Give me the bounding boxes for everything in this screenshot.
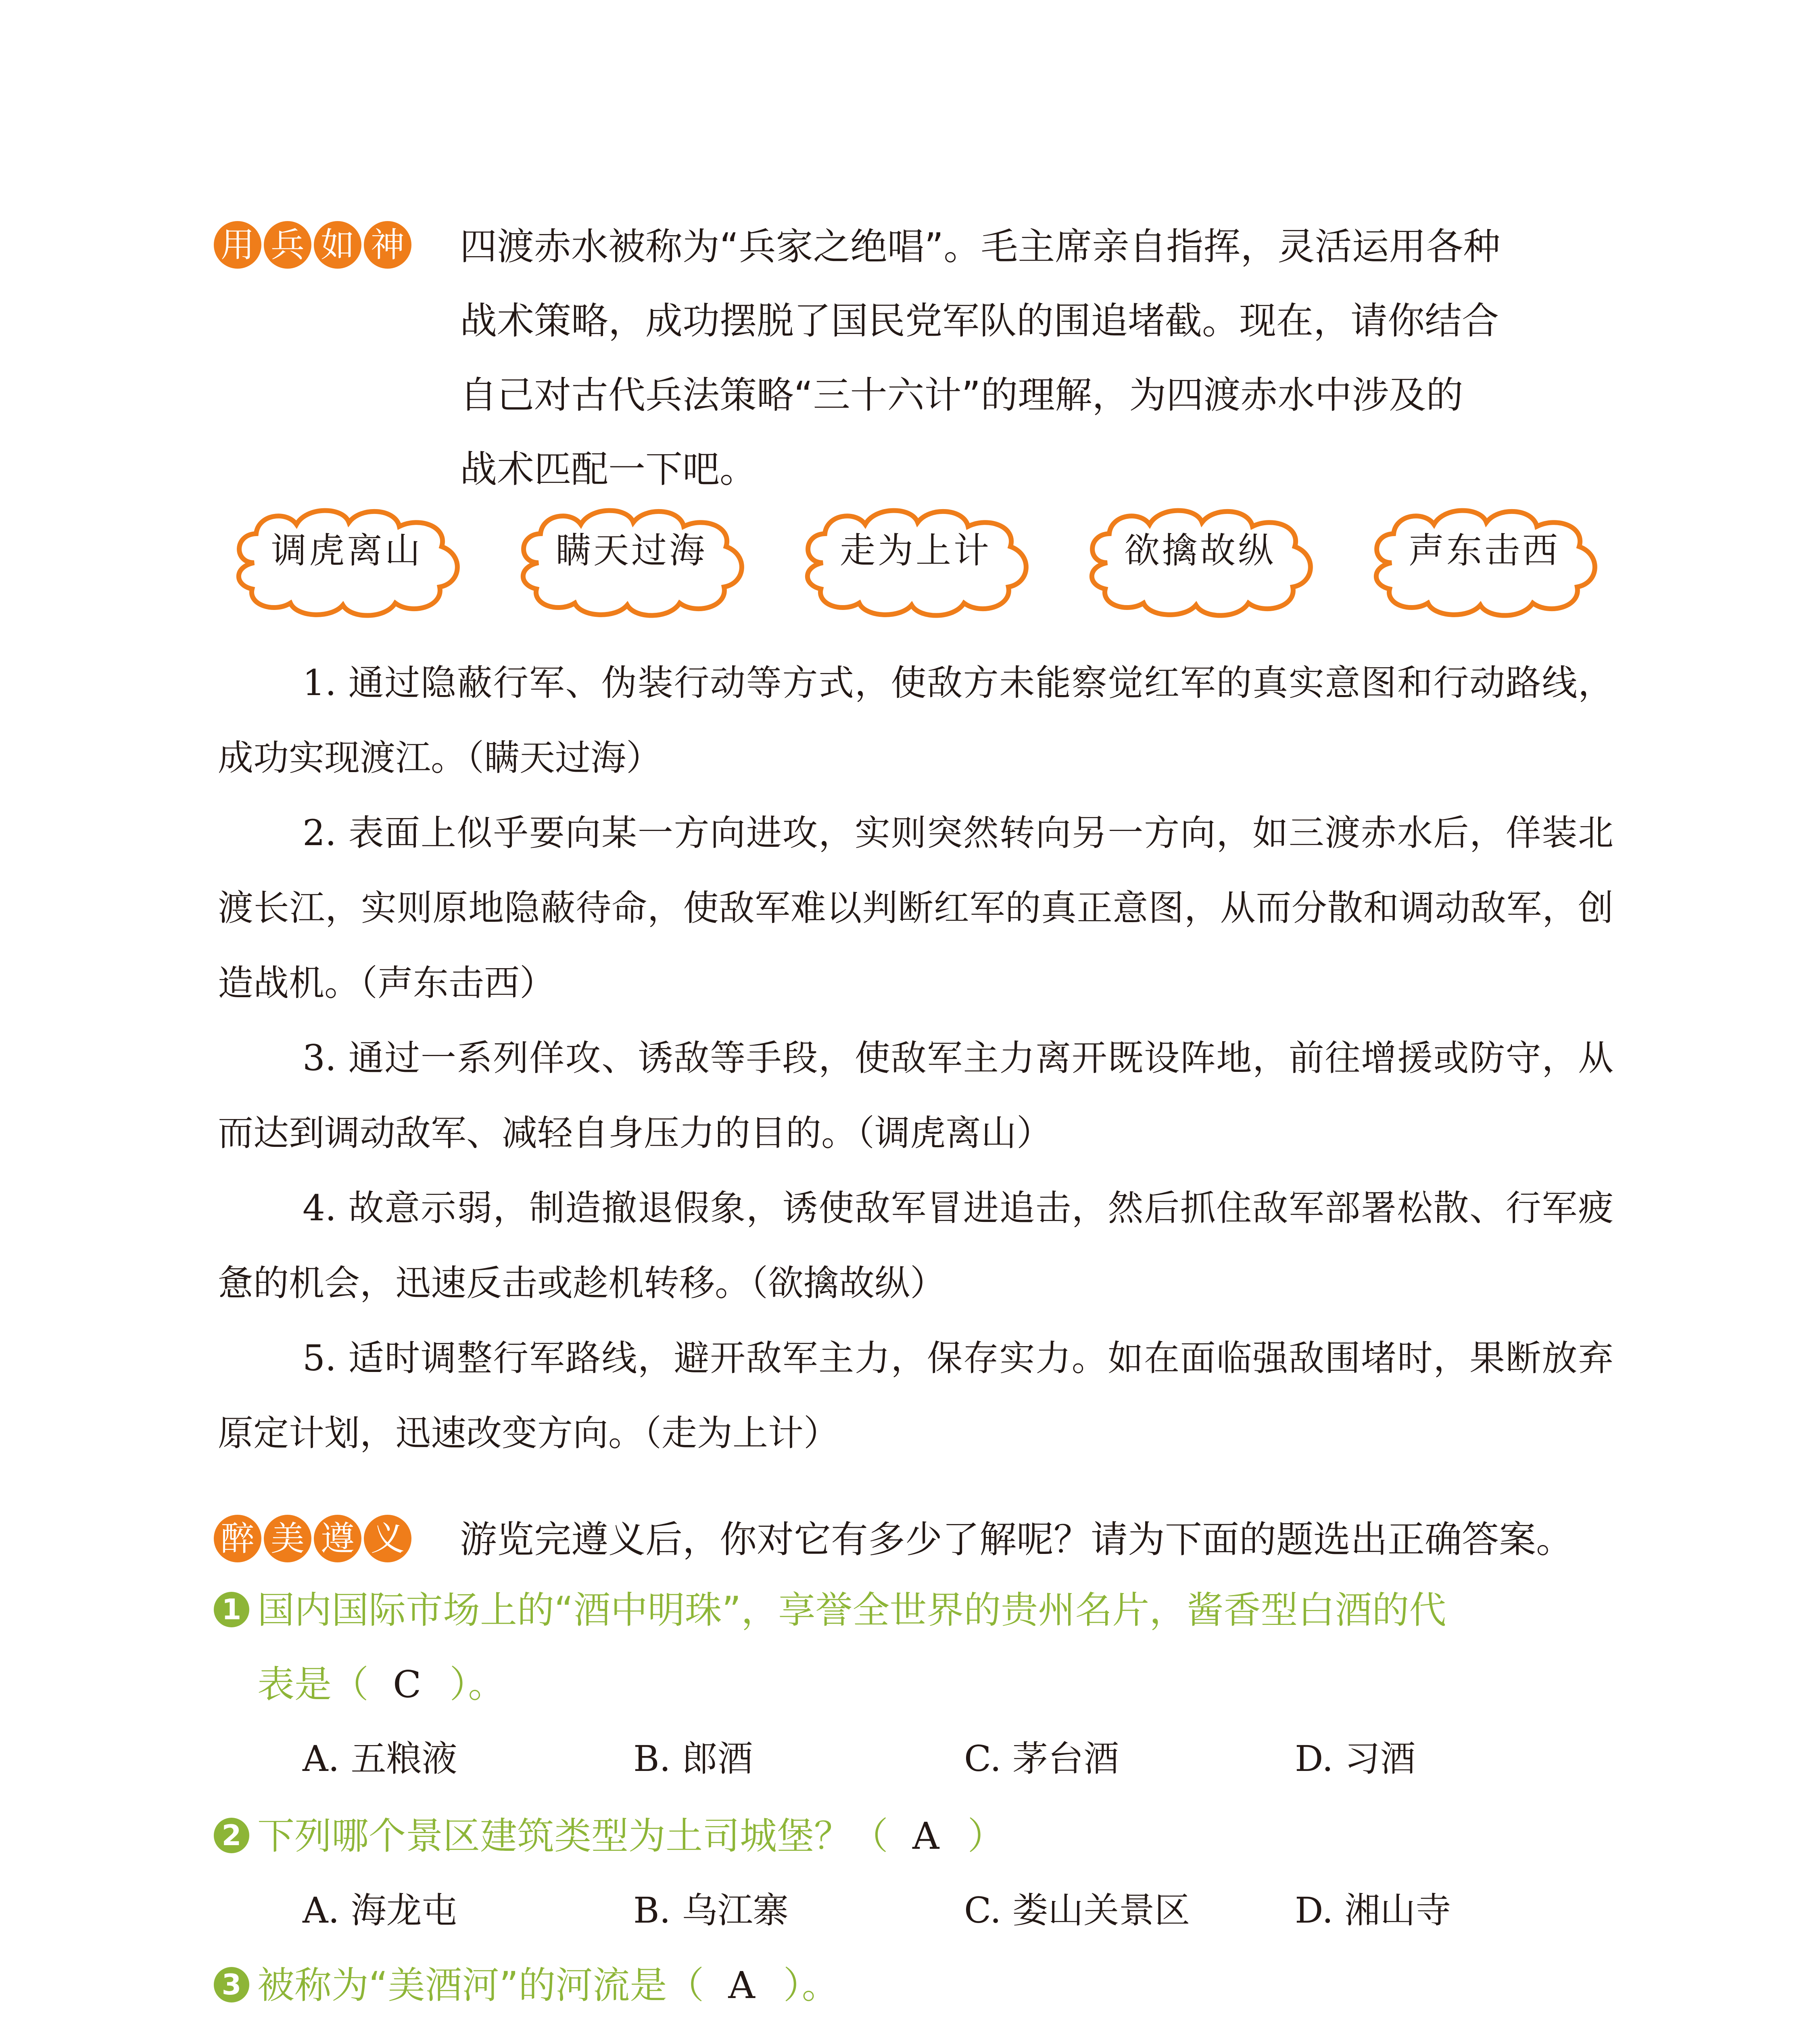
option-d: D. 湘山寺	[1295, 1890, 1451, 1931]
strategy-cloud	[1363, 502, 1605, 623]
option-row	[214, 1873, 1626, 1948]
question-text: ）。	[449, 1663, 505, 1706]
badge-char: 醉	[214, 1515, 261, 1562]
answer-letter: A	[912, 1814, 939, 1858]
question-text: 国内国际市场上的“酒中明珠”，享誉全世界的贵州名片，酱香型白酒的代	[257, 1589, 1446, 1632]
badge-char: 义	[364, 1515, 411, 1562]
strategy-cloud	[795, 502, 1037, 623]
option-b: B. 乌江寨	[633, 1890, 789, 1931]
answer-item: 1. 通过隐蔽行军、伪装行动等方式，使敌方未能察觉红军的真实意图和行动路线，成功实现渡江。（瞒天过海）	[218, 662, 1613, 779]
question-3	[214, 1948, 1626, 2017]
cloud-label: 调虎离山	[271, 530, 423, 571]
intro-line: 四渡赤水被称为“兵家之绝唱”。毛主席亲自指挥，灵活运用各种	[460, 225, 1501, 268]
section-badge-yongbingrushen	[214, 221, 411, 269]
intro-line: 自己对古代兵法策略“三十六计”的理解，为四渡赤水中涉及的	[460, 374, 1463, 417]
option-a: A. 五粮液	[303, 1738, 457, 1779]
answer-letter: A	[728, 1964, 755, 2007]
cloud-label: 声东击西	[1408, 530, 1560, 571]
option-b: B. 郎酒	[633, 1738, 753, 1779]
question-text: 表是（	[257, 1663, 369, 1706]
strategy-cloud	[510, 502, 752, 623]
question-text: ）	[967, 1814, 1005, 1858]
answer-letter: C	[393, 1663, 422, 1706]
answer-list	[218, 645, 1613, 1471]
cloud-label: 走为上计	[839, 530, 991, 571]
answer-item: 2. 表面上似乎要向某一方向进攻，实则突然转向另一方向，如三渡赤水后，佯装北渡长江，实则原地隐蔽待命，使敌军难以判断红军的真正意图，从而分散和调动敌军，创造战机。（声东击西）	[218, 812, 1613, 1004]
question-number-badge: 3	[214, 1967, 249, 2002]
option-c: C. 茅台酒	[964, 1738, 1119, 1779]
badge-char: 美	[264, 1515, 311, 1562]
question-text: 被称为“美酒河”的河流是（	[257, 1964, 704, 2007]
section-badge-zuimeizunyi	[214, 1515, 411, 1562]
intro-line: 战术匹配一下吧。	[460, 448, 757, 491]
section1-intro	[460, 210, 1630, 507]
cloud-label: 欲擒故纵	[1124, 530, 1276, 571]
strategy-clouds	[226, 502, 1605, 623]
strategy-cloud	[226, 502, 468, 623]
badge-char: 兵	[264, 221, 311, 269]
question-1	[214, 1573, 1626, 1796]
badge-char: 遵	[314, 1515, 361, 1562]
question-text: ）。	[783, 1964, 839, 2007]
question-number-badge: 1	[214, 1592, 249, 1627]
cloud-label: 瞒天过海	[555, 530, 707, 571]
answer-item: 3. 通过一系列佯攻、诱敌等手段，使敌军主力离开既设阵地，前往增援或防守，从而达到调动敌军、减轻自身压力的目的。（调虎离山）	[218, 1037, 1613, 1154]
answer-item: 5. 适时调整行军路线，避开敌军主力，保存实力。如在面临强敌围堵时，果断放弃原定计划，迅速改变方向。（走为上计）	[218, 1337, 1613, 1454]
strategy-cloud	[1079, 502, 1321, 623]
option-d: D. 习酒	[1295, 1738, 1416, 1779]
option-c: C. 娄山关景区	[964, 1890, 1190, 1931]
question-text: 下列哪个景区建筑类型为土司城堡？（	[257, 1814, 889, 1858]
section2-intro: 游览完遵义后，你对它有多少了解呢？请为下面的题选出正确答案。	[460, 1518, 1574, 1561]
badge-char: 神	[364, 221, 411, 269]
badge-char: 用	[214, 221, 261, 269]
intro-line: 战术策略，成功摆脱了国民党军队的围追堵截。现在，请你结合	[460, 299, 1499, 342]
option-a: A. 海龙屯	[303, 1890, 457, 1931]
badge-char: 如	[314, 221, 361, 269]
option-row	[214, 1722, 1626, 1796]
question-2	[214, 1799, 1626, 1948]
answer-item: 4. 故意示弱，制造撤退假象，诱使敌军冒进追击，然后抓住敌军部署松散、行军疲惫的机会，迅速反击或趁机转移。（欲擒故纵）	[218, 1187, 1613, 1304]
question-number-badge: 2	[214, 1818, 249, 1853]
